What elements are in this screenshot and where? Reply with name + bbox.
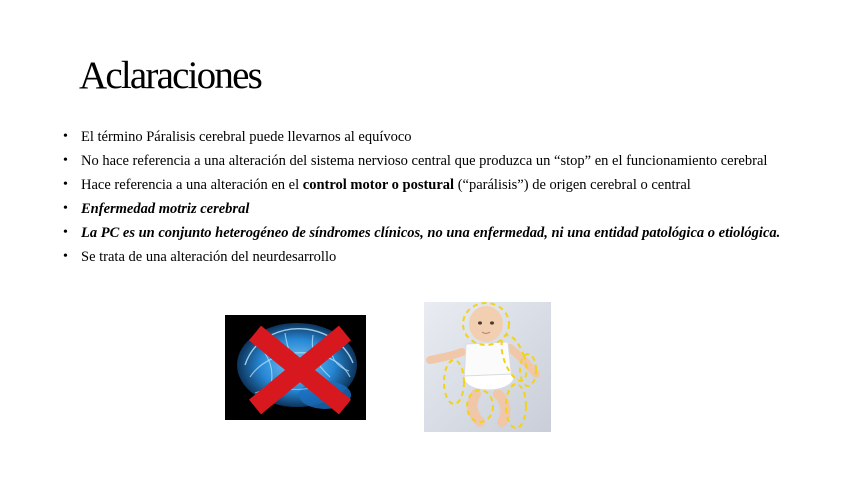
bullet-text-post: (“parálisis”) de origen cerebral o central xyxy=(454,177,691,193)
brain-icon xyxy=(225,315,366,420)
bullet-text: No hace referencia a una alteración del sistema nervioso central que produzca un “stop” en el funcionamiento cerebral xyxy=(81,153,768,169)
bullet-text: Se trata de una alteración del neurdesarrollo xyxy=(81,249,337,265)
baby-icon xyxy=(424,302,551,432)
bullet-text-bold: control motor o postural xyxy=(302,177,455,193)
brain-crossed-out-image xyxy=(225,315,366,420)
bullet-item xyxy=(63,225,803,241)
bullet-text-pre: Hace referencia a una alteración en el xyxy=(81,177,303,193)
bullet-item xyxy=(63,153,803,169)
bullet-item xyxy=(63,129,803,145)
bullet-text: La PC es un conjunto heterogéneo de síndromes clínicos, no una enfermedad, ni una entidad patológica o etiológica. xyxy=(81,225,781,241)
bullet-item xyxy=(63,201,803,217)
bullet-list xyxy=(63,129,803,273)
slide-title: Aclaraciones xyxy=(79,54,261,97)
baby-with-dashed-outlines-image xyxy=(424,302,551,432)
bullet-text: El término Páralisis cerebral puede llevarnos al equívoco xyxy=(81,129,412,145)
bullet-item xyxy=(63,249,803,265)
bullet-text: Enfermedad motriz cerebral xyxy=(81,201,250,217)
bullet-item xyxy=(63,177,803,193)
